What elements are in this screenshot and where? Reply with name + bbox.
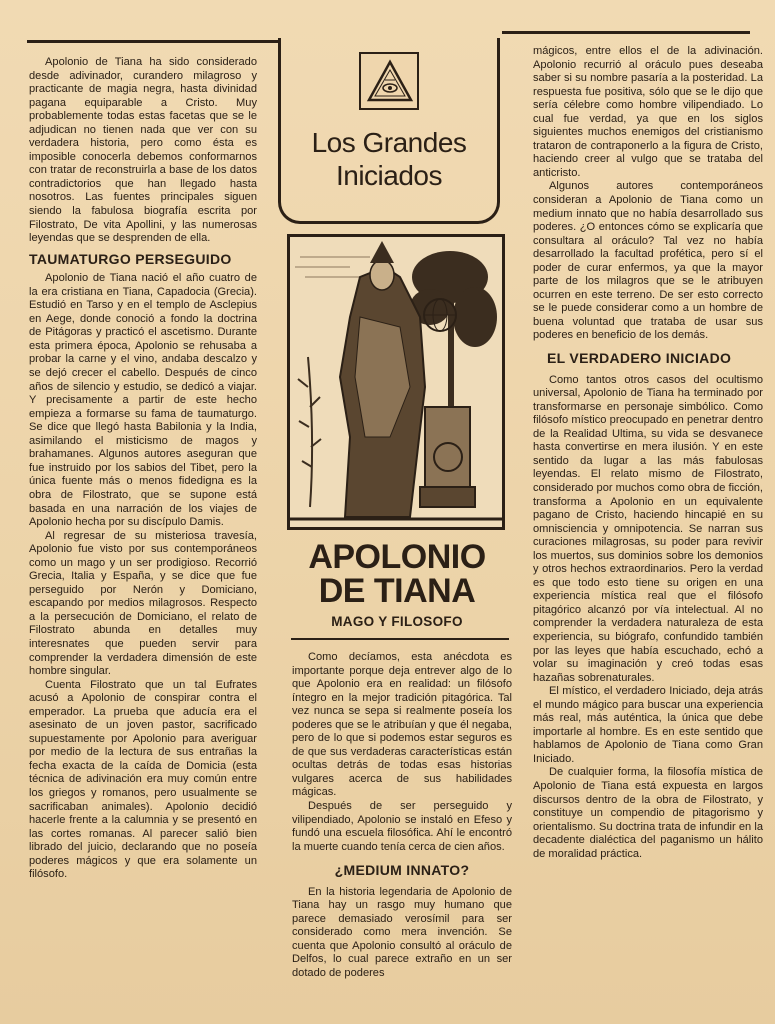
left-paragraph-4: Cuenta Filostrato que un tal Eufrates acusó a Apolonio de conspirar contra el emperador. La prueba que aducía era el asesinato de un joven pastor, sacrificado supuestamente por Apolonio para averiguar por medio de la lectura de sus entrañas la fecha exacta de la caída de Domicia (esta técnica de adivinación era muy común entre los griegos y romanos, pero usualmente se sacrificaban animales). Apolonio decidió hacerle frente a la calumnia y se presentó en las cortes romanas. Al parecer salió bien librado del juicio, declarando que no poseía poderes mágicos y que era solamente un filósofo. [29,678,257,881]
series-title-line2: Iniciados [335,160,442,191]
top-right-rule [502,31,750,34]
triangle-eye-icon [359,52,419,110]
left-paragraph-3: Al regresar de su misteriosa travesía, Apolonio fue visto por sus contemporáneos como un mago y un ser prodigioso. Recorrió Grecia, Italia y España, y se dice que fue perseguido por Nerón y Domiciano, escapando por medios milagrosos. Respecto a la persecución de Domiciano, el relato de Filostrato abunda en detalles muy interesnates que pueden servir para comprender la verdadera dimensión de este hombre singular. [29,529,257,678]
top-left-rule [27,40,279,43]
series-title-line1: Los Grandes [311,127,467,158]
section-heading-taumaturgo: TAUMATURGO PERSEGUIDO [29,250,232,267]
right-paragraph-5: De cualquier forma, la filosofía mística de Apolonio de Tiana está expuesta en largos discursos dentro de la obra de Filostrato, y constituye un compendio de pitagorismo y orientalismo. Su doctrina trata de infundir en la decadente dialéctica del paganismo un hálito de moralidad práctica. [533,766,763,860]
left-paragraph-1: Apolonio de Tiana ha sido considerado desde adivinador, curandero milagroso y practicante de magia negra, hasta divinidad pagana equiparable a Cristo. Muy probablemente todas estas facetas que se le adjudican no tienen nada que ver con su verdadera historia, pero como ésta es imposible conocerla debemos conformarnos con tratar de reconstruirla a base de los datos contradictorios que han llegado hasta nosotros. Las fuentes principales siguen siendo la fabulosa biografía escrita por Filostrato, De vita Apollini, y las numerosas leyendas que se desprenden de ella. [29,56,257,245]
article-title-line1: APOLONIO [308,538,486,576]
series-title [285,126,493,192]
subtitle-rule [291,638,509,640]
article-title-line2: DE TIANA [318,572,476,610]
middle-paragraph-1: Como decíamos, esta anécdota es importante porque deja entrever algo de lo que Apolonio era en realidad: un filósofo íntegro en la mejor tradición pitagórica. Tal vez nunca se sepa si realmente poseía los poderes que se le atribuían y que él negaba, pero de lo que si podemos estar seguros es de que sus verdaderas características están ocultas detrás de todas esas historias vulgares acerca de sus habilidades mágicas. [292,651,512,799]
apolonio-illustration [287,234,505,530]
middle-paragraph-3: En la historia legendaria de Apolonio de Tiana hay un rasgo muy humano que parece demasiado verosímil para ser considerado como mera invención. Se cuenta que Apolonio consultó al oráculo de Delfos, lo cual parece extraño en un ser dotado de poderes [292,885,512,980]
left-paragraph-2: Apolonio de Tiana nació el año cuatro de la era cristiana en Tiana, Capadocia (Grecia). Estudió en Tarso y en el templo de Asclepius en Aege, donde conoció a fondo la doctrina de Pitágoras y practicó el ascetismo. Durante esta primera época, Apolonio se rehusaba a probar la carne y el vino, andaba descalzo y se dejó crecer el cabello. Después de cinco años de silencio y estudio, se dedicó a viajar. Y precisamente a partir de este hecho empieza a formarse su fama de taumaturgo. Se dice que llegó hasta Babilonia y la India, asimilando el misticismo de magos y brahamanes. Algunos autores aseguran que fue instruido por los sabios del Tibet, pero la única fuente más o menos fidedigna es la obra de Filostrato, que se supone está basada en una narración de los viajes de Apolonio hecha por su discípulo Damis. [29,272,257,529]
middle-column [292,651,512,981]
section-heading-medium: ¿MEDIUM INNATO? [334,862,470,879]
right-paragraph-4: El místico, el verdadero Iniciado, deja atrás el mundo mágico para buscar una experiencia más real, más auténtica, la única que debe importarle al hombre. Es en este sentido que hablamos de Apolonio de Tiana como Gran Iniciado. [533,685,763,765]
right-paragraph-3: Como tantos otros casos del ocultismo universal, Apolonio de Tiana ha terminado por transformarse en personaje simbólico. Como filósofo místico preocupado en penetrar dentro de la Realidad Ultima, su vida se desvanece hasta convertirse en mera ilusión. Y en este sentido da lugar a las más fabulosas leyendas. El relato mismo de Filostrato, considerado por muchos como obra de ficción, transforma a Apolonio en un equivalente pagano de Cristo, haciendo hincapié en su omnisciencia y omnipotencia. Se narran sus curaciones milagrosas, su poder para revivir los muertos, sus dominios sobre los demonios y otros hechos extraordinarios. Pero la verdad es que todo esto tiene su origen en una experiencia mística real que el filósofo pitagórico alcanzó por vía intelectual. Al no comprender la verdadera naturaleza de esta experiencia, su biógrafo, confundido también por las leyes que había escuchado, echó a volar su imaginación y creó todas esas hazañas sobrenaturales. [533,373,764,684]
right-paragraph-1: mágicos, entre ellos el de la adivinación. Apolonio recurrió al oráculo pues deseaba saber si su nombre pasaría a la posteridad. La respuesta fue positiva, sólo que se le dijo que sería célebre como hombre vilipendiado. Lo cual fue verdad, ya que en los siglos siguientes muchos enemigos del cristianismo trataron de contraponerlo a la figura de Cristo, haciendo creer al vulgo que se trataba del anticristo. [533,45,763,179]
left-column [29,56,257,882]
middle-paragraph-2: Después de ser perseguido y vilipendiado, Apolonio se instaló en Efeso y fundó una escuela filosófica. Ahí le encontró la muerte cuando tenía cerca de cien años. [292,800,512,853]
right-column [533,45,763,861]
article-subtitle: MAGO Y FILOSOFO [331,614,463,629]
section-heading-verdadero: EL VERDADERO INICIADO [547,350,732,367]
right-paragraph-2: Algunos autores contemporáneos consideran a Apolonio de Tiana como un medium innato que no había desarrollado sus poderes. ¿O entonces cómo se explicaría que consultara al oráculo? Tal vez no había desarrollado la facultad profética, pero sí el poder de curar enfermos, ya que la mayor parte de los milagros que se le atribuyen ocurren en este terreno. De ser esto correcto se le puede considerar como a un hombre de buena voluntad que trataba de usar sus poderes en beneficio de los demás. [533,180,763,342]
article-title [292,540,502,608]
